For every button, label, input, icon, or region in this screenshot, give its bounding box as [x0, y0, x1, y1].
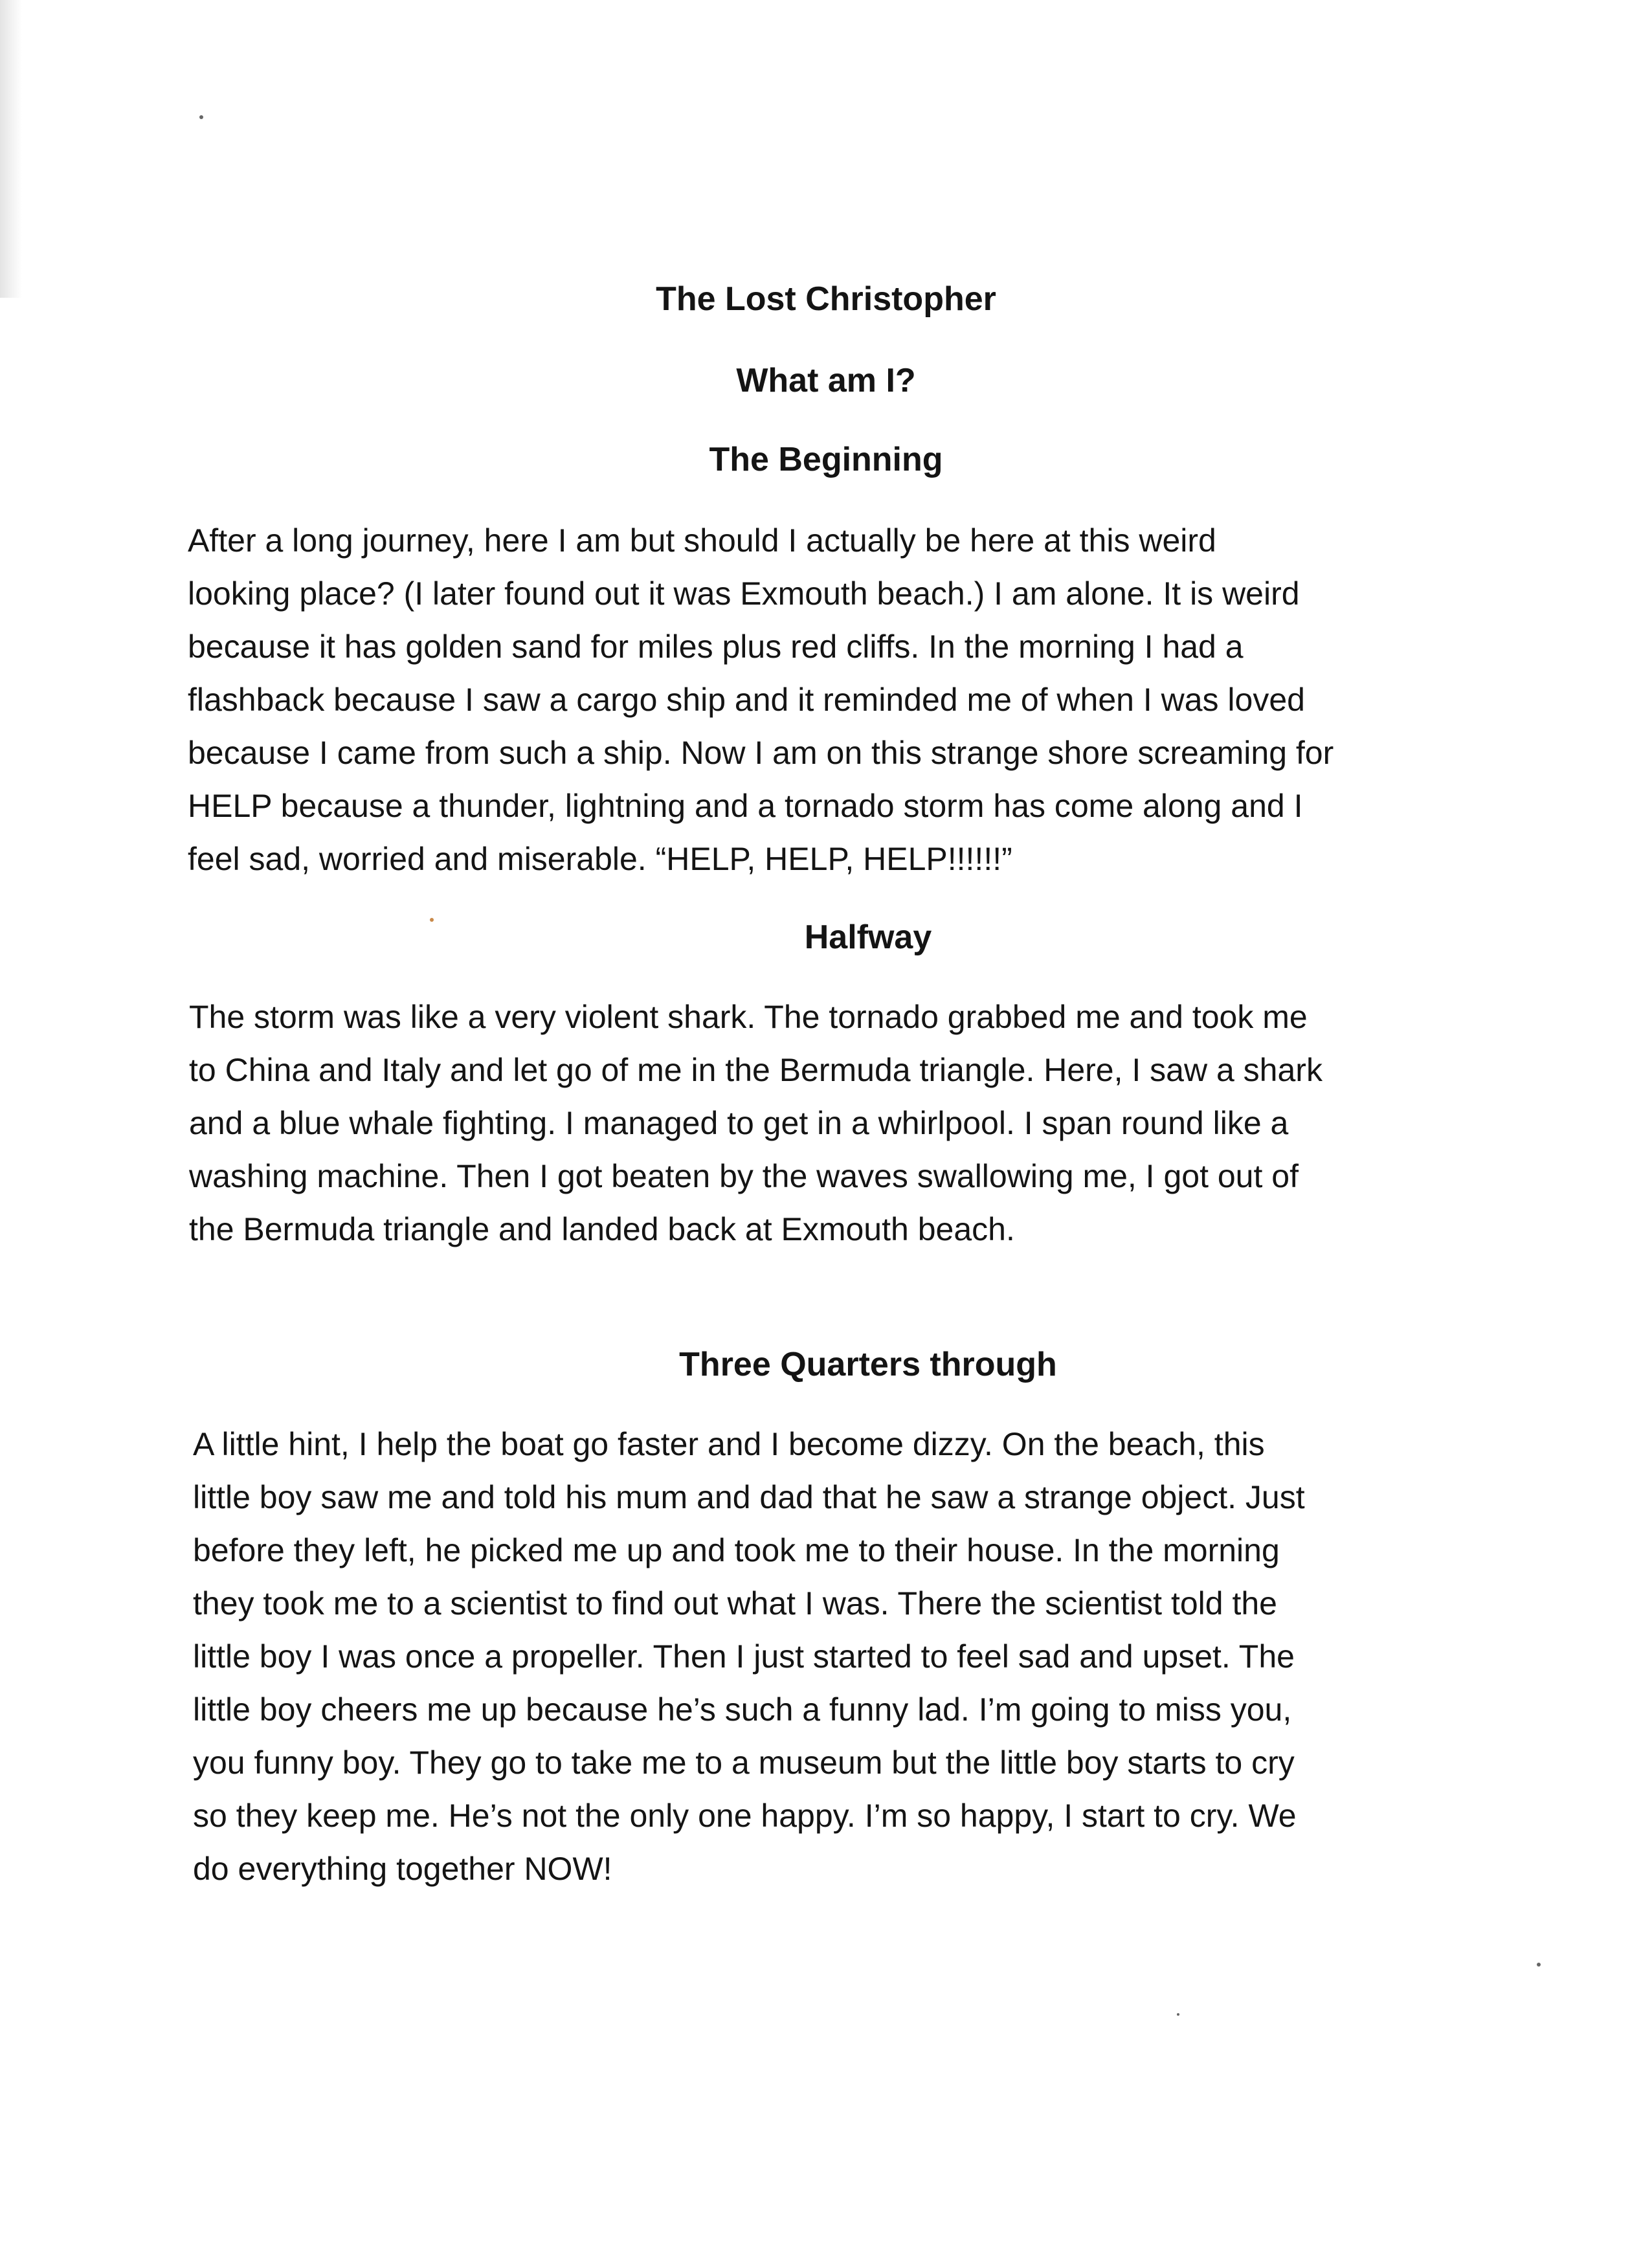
section-heading-three-quarters [0, 1344, 1652, 1385]
section-heading-text: Three Quarters through [679, 1346, 1057, 1383]
section-heading-text: Halfway [804, 919, 932, 956]
paragraph-line: looking place? (I later found out it was Exmouth beach.) I am alone. It is weird [188, 575, 1300, 612]
section-heading-text: The Beginning [709, 441, 943, 478]
subtitle-text: What am I? [736, 362, 916, 399]
paragraph-line: washing machine. Then I got beaten by the waves swallowing me, I got out of [189, 1158, 1299, 1194]
scanned-page-edge-shadow [0, 0, 22, 298]
paragraph-line: the Bermuda triangle and landed back at Exmouth beach. [189, 1211, 1015, 1247]
paragraph-line: flashback because I saw a cargo ship and it reminded me of when I was loved [188, 682, 1305, 718]
paragraph-line: HELP because a thunder, lightning and a tornado storm has come along and I [188, 788, 1303, 824]
document-title [0, 278, 1652, 320]
paragraph-line: they took me to a scientist to find out what I was. There the scientist told the [193, 1585, 1277, 1622]
scan-speck [1537, 1963, 1541, 1967]
paragraph-line: before they left, he picked me up and took me to their house. In the morning [193, 1532, 1280, 1568]
section-paragraph-halfway [189, 990, 1477, 1256]
title-text: The Lost Christopher [656, 280, 996, 318]
paragraph-line: feel sad, worried and miserable. “HELP, HELP, HELP!!!!!!” [188, 841, 1012, 877]
paragraph-line: to China and Italy and let go of me in the Bermuda triangle. Here, I saw a shark [189, 1052, 1323, 1088]
section-paragraph-beginning [188, 514, 1476, 886]
paragraph-line: you funny boy. They go to take me to a museum but the little boy starts to cry [193, 1745, 1295, 1781]
paragraph-line: little boy I was once a propeller. Then I just started to feel sad and upset. The [193, 1638, 1295, 1675]
section-heading-halfway [0, 917, 1652, 958]
paragraph-line: A little hint, I help the boat go faster and I become dizzy. On the beach, this [193, 1426, 1265, 1462]
paragraph-line: because it has golden sand for miles plus red cliffs. In the morning I had a [188, 629, 1244, 665]
paragraph-line: little boy saw me and told his mum and dad that he saw a strange object. Just [193, 1479, 1305, 1515]
paragraph-line: so they keep me. He’s not the only one happy. I’m so happy, I start to cry. We [193, 1798, 1297, 1834]
document-subtitle [0, 360, 1652, 401]
paragraph-line: do everything together NOW! [193, 1851, 612, 1887]
paragraph-line: little boy cheers me up because he’s such a funny lad. I’m going to miss you, [193, 1691, 1292, 1728]
scan-speck [199, 115, 203, 119]
scan-speck [1177, 2013, 1179, 2016]
paragraph-line: and a blue whale fighting. I managed to get in a whirlpool. I span round like a [189, 1105, 1289, 1141]
section-heading-beginning [0, 439, 1652, 480]
paragraph-line: After a long journey, here I am but should I actually be here at this weird [188, 522, 1216, 559]
paragraph-line: because I came from such a ship. Now I am on this strange shore screaming for [188, 735, 1334, 771]
section-paragraph-three-quarters [193, 1418, 1481, 1895]
paragraph-line: The storm was like a very violent shark. The tornado grabbed me and took me [189, 999, 1308, 1035]
